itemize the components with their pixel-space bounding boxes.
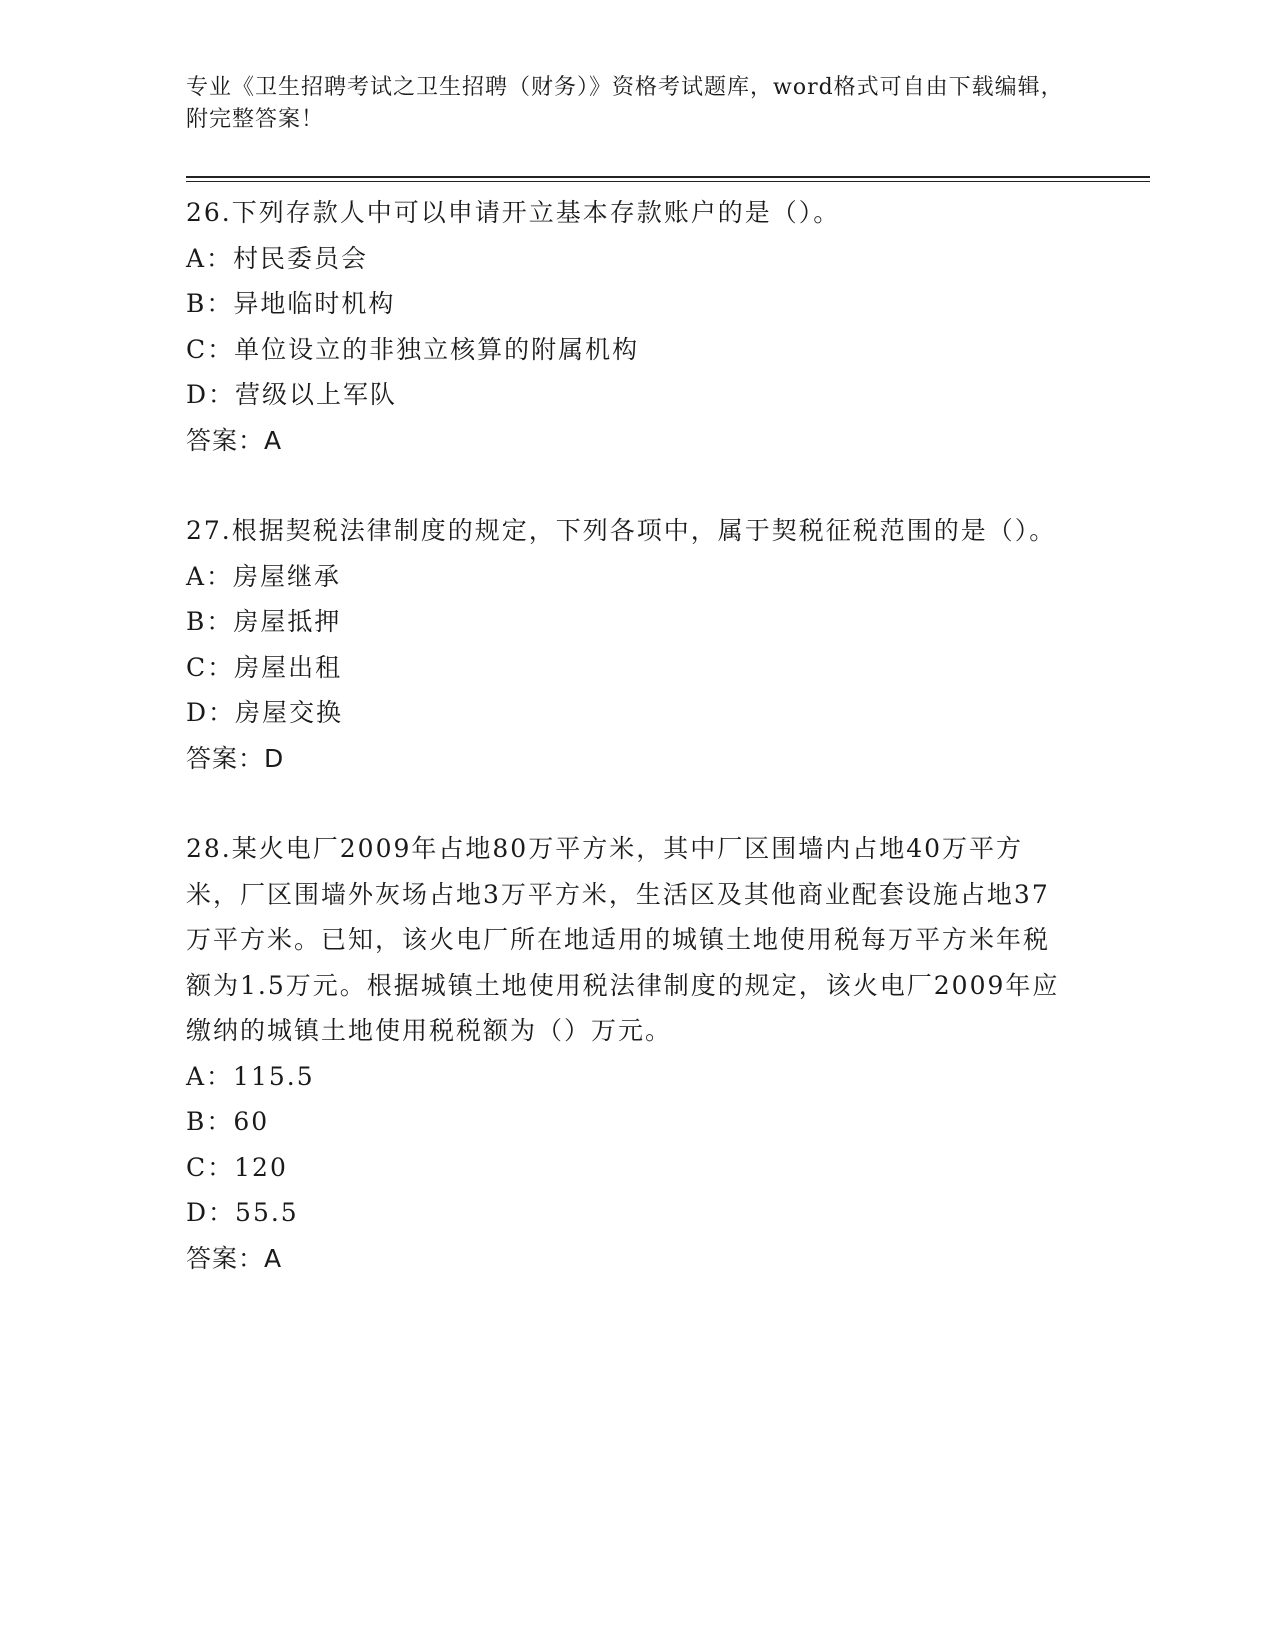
option-a: A：房屋继承 xyxy=(186,561,342,591)
option-d: D：房屋交换 xyxy=(186,698,344,727)
answer-label: 答案：A xyxy=(186,1243,283,1273)
option-c: C：120 xyxy=(186,1152,288,1182)
answer-label: 答案：A xyxy=(186,425,283,455)
header-divider-thin xyxy=(186,181,1150,182)
option-b: B：60 xyxy=(186,1107,270,1136)
document-header: 专业《卫生招聘考试之卫生招聘（财务）》资格考试题库，word格式可自由下载编辑，附完整答案！ xyxy=(186,75,1064,132)
question-stem: 27.根据契税法律制度的规定，下列各项中，属于契税征税范围的是（）。 xyxy=(186,516,1057,545)
option-c: C：房屋出租 xyxy=(186,652,343,682)
option-a: A：村民委员会 xyxy=(186,243,369,273)
option-a: A：115.5 xyxy=(186,1061,315,1091)
header-divider-thick xyxy=(186,176,1150,178)
question-28 xyxy=(186,826,1066,1281)
question-list xyxy=(186,190,1066,1326)
question-stem: 28.某火电厂2009年占地80万平方米，其中厂区围墙内占地40万平方米，厂区围墙外灰场占地3万平方米，生活区及其他商业配套设施占地37万平方米。已知，该火电厂所在地适用的城镇土地使用税每万平方米年税额为1.5万元。根据城镇土地使用税法律制度的规定，该火电厂2009年应缴纳的城镇土地使用税税额为（）万元。 xyxy=(186,834,1060,1045)
question-26 xyxy=(186,190,1066,463)
option-d: D：55.5 xyxy=(186,1198,299,1227)
option-d: D：营级以上军队 xyxy=(186,380,398,409)
question-27 xyxy=(186,508,1066,781)
question-stem: 26.下列存款人中可以申请开立基本存款账户的是（）。 xyxy=(186,198,841,227)
option-b: B：异地临时机构 xyxy=(186,289,396,318)
option-c: C：单位设立的非独立核算的附属机构 xyxy=(186,334,640,364)
answer-label: 答案：D xyxy=(186,743,285,773)
option-b: B：房屋抵押 xyxy=(186,607,342,636)
